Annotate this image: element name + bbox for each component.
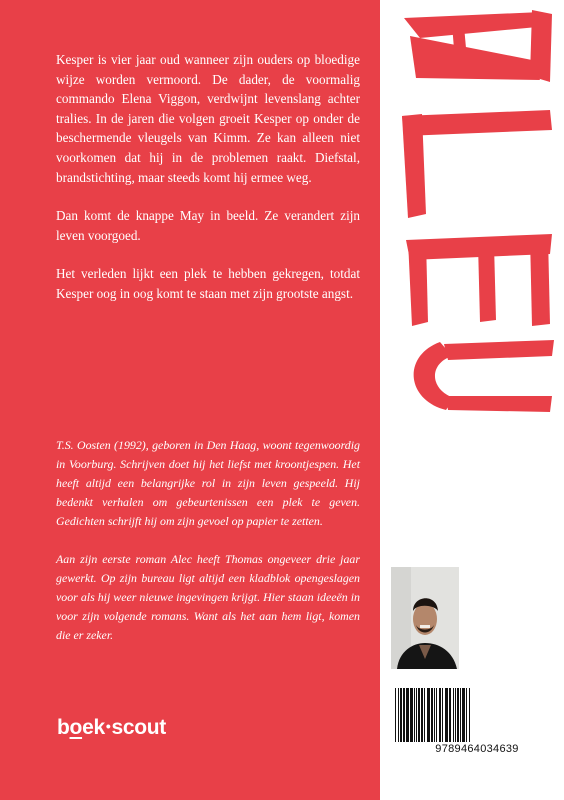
barcode-bar bbox=[439, 688, 441, 742]
bio-paragraph-2: Aan zijn eerste roman Alec heeft Thomas ongeveer drie jaar gewerkt. Op zijn bureau ligt altijd een kladblok opengeslagen voor als hij weer nieuwe ingevingen krijgt. Hier staan ideeën in voor zijn volgende romans. Want als het aan hem ligt, komen die er zeker. bbox=[56, 552, 360, 642]
barcode-bar bbox=[416, 688, 417, 742]
barcode-bar bbox=[414, 688, 415, 742]
barcode-bar bbox=[469, 688, 470, 742]
barcode-bar bbox=[455, 688, 456, 742]
title-lettering bbox=[382, 4, 562, 414]
blurb-paragraph-2: Dan komt de knappe May in beeld. Ze verandert zijn leven voorgoed. bbox=[56, 208, 360, 243]
barcode-bar bbox=[398, 688, 399, 742]
barcode-bar bbox=[406, 688, 409, 742]
blurb-paragraph-1: Kesper is vier jaar oud wanneer zijn ouders op bloedige wijze worden vermoord. De dader, de voormalig commando Elena Viggon, verdwijnt levenslang achter tralies. In de jaren die volgen groeit Kesper op onder de beschermende vleugels van Kimm. Ze kan alleen niet voorkomen dat hij in de problemen raakt. Diefstal, brandstichting, maar steeds komt hij ermee weg. bbox=[56, 52, 360, 185]
barcode-bar bbox=[434, 688, 435, 742]
barcode-bar bbox=[403, 688, 405, 742]
barcode-bar bbox=[395, 688, 396, 742]
barcode-bar bbox=[421, 688, 423, 742]
barcode-bar bbox=[431, 688, 433, 742]
bio-paragraph-1: T.S. Oosten (1992), geboren in Den Haag, woont tegenwoordig in Voorburg. Schrijven doet hij het liefst met kroontjespen. Het heeft altijd een belangrijke rol in zijn leven gespeeld. Hij bedenkt verhalen om gebeurtenissen een plek te geven. Gedichten schrijft hij om zijn gevoel op papier te zetten. bbox=[56, 438, 360, 528]
barcode-bar bbox=[466, 688, 467, 742]
isbn-number: 9789464034639 bbox=[435, 743, 519, 755]
barcode-bar bbox=[418, 688, 420, 742]
barcode-bar bbox=[445, 688, 448, 742]
author-bio bbox=[56, 436, 360, 664]
barcode-bar bbox=[462, 688, 465, 742]
barcode-bar bbox=[436, 688, 437, 742]
barcode-bar bbox=[457, 688, 459, 742]
barcode-bar bbox=[424, 688, 425, 742]
barcode-bar bbox=[410, 688, 413, 742]
author-photo bbox=[391, 567, 459, 669]
blurb bbox=[56, 50, 360, 323]
barcode-bar bbox=[453, 688, 454, 742]
barcode-bar bbox=[427, 688, 430, 742]
barcode-bar bbox=[449, 688, 451, 742]
publisher-logo: boek•scout bbox=[57, 716, 166, 739]
barcode-bar bbox=[442, 688, 443, 742]
barcode-bar bbox=[460, 688, 461, 742]
barcode-bar bbox=[400, 688, 402, 742]
blurb-paragraph-3: Het verleden lijkt een plek te hebben gekregen, totdat Kesper oog in oog komt te staan met zijn grootste angst. bbox=[56, 266, 360, 301]
barcode-icon bbox=[393, 686, 561, 746]
